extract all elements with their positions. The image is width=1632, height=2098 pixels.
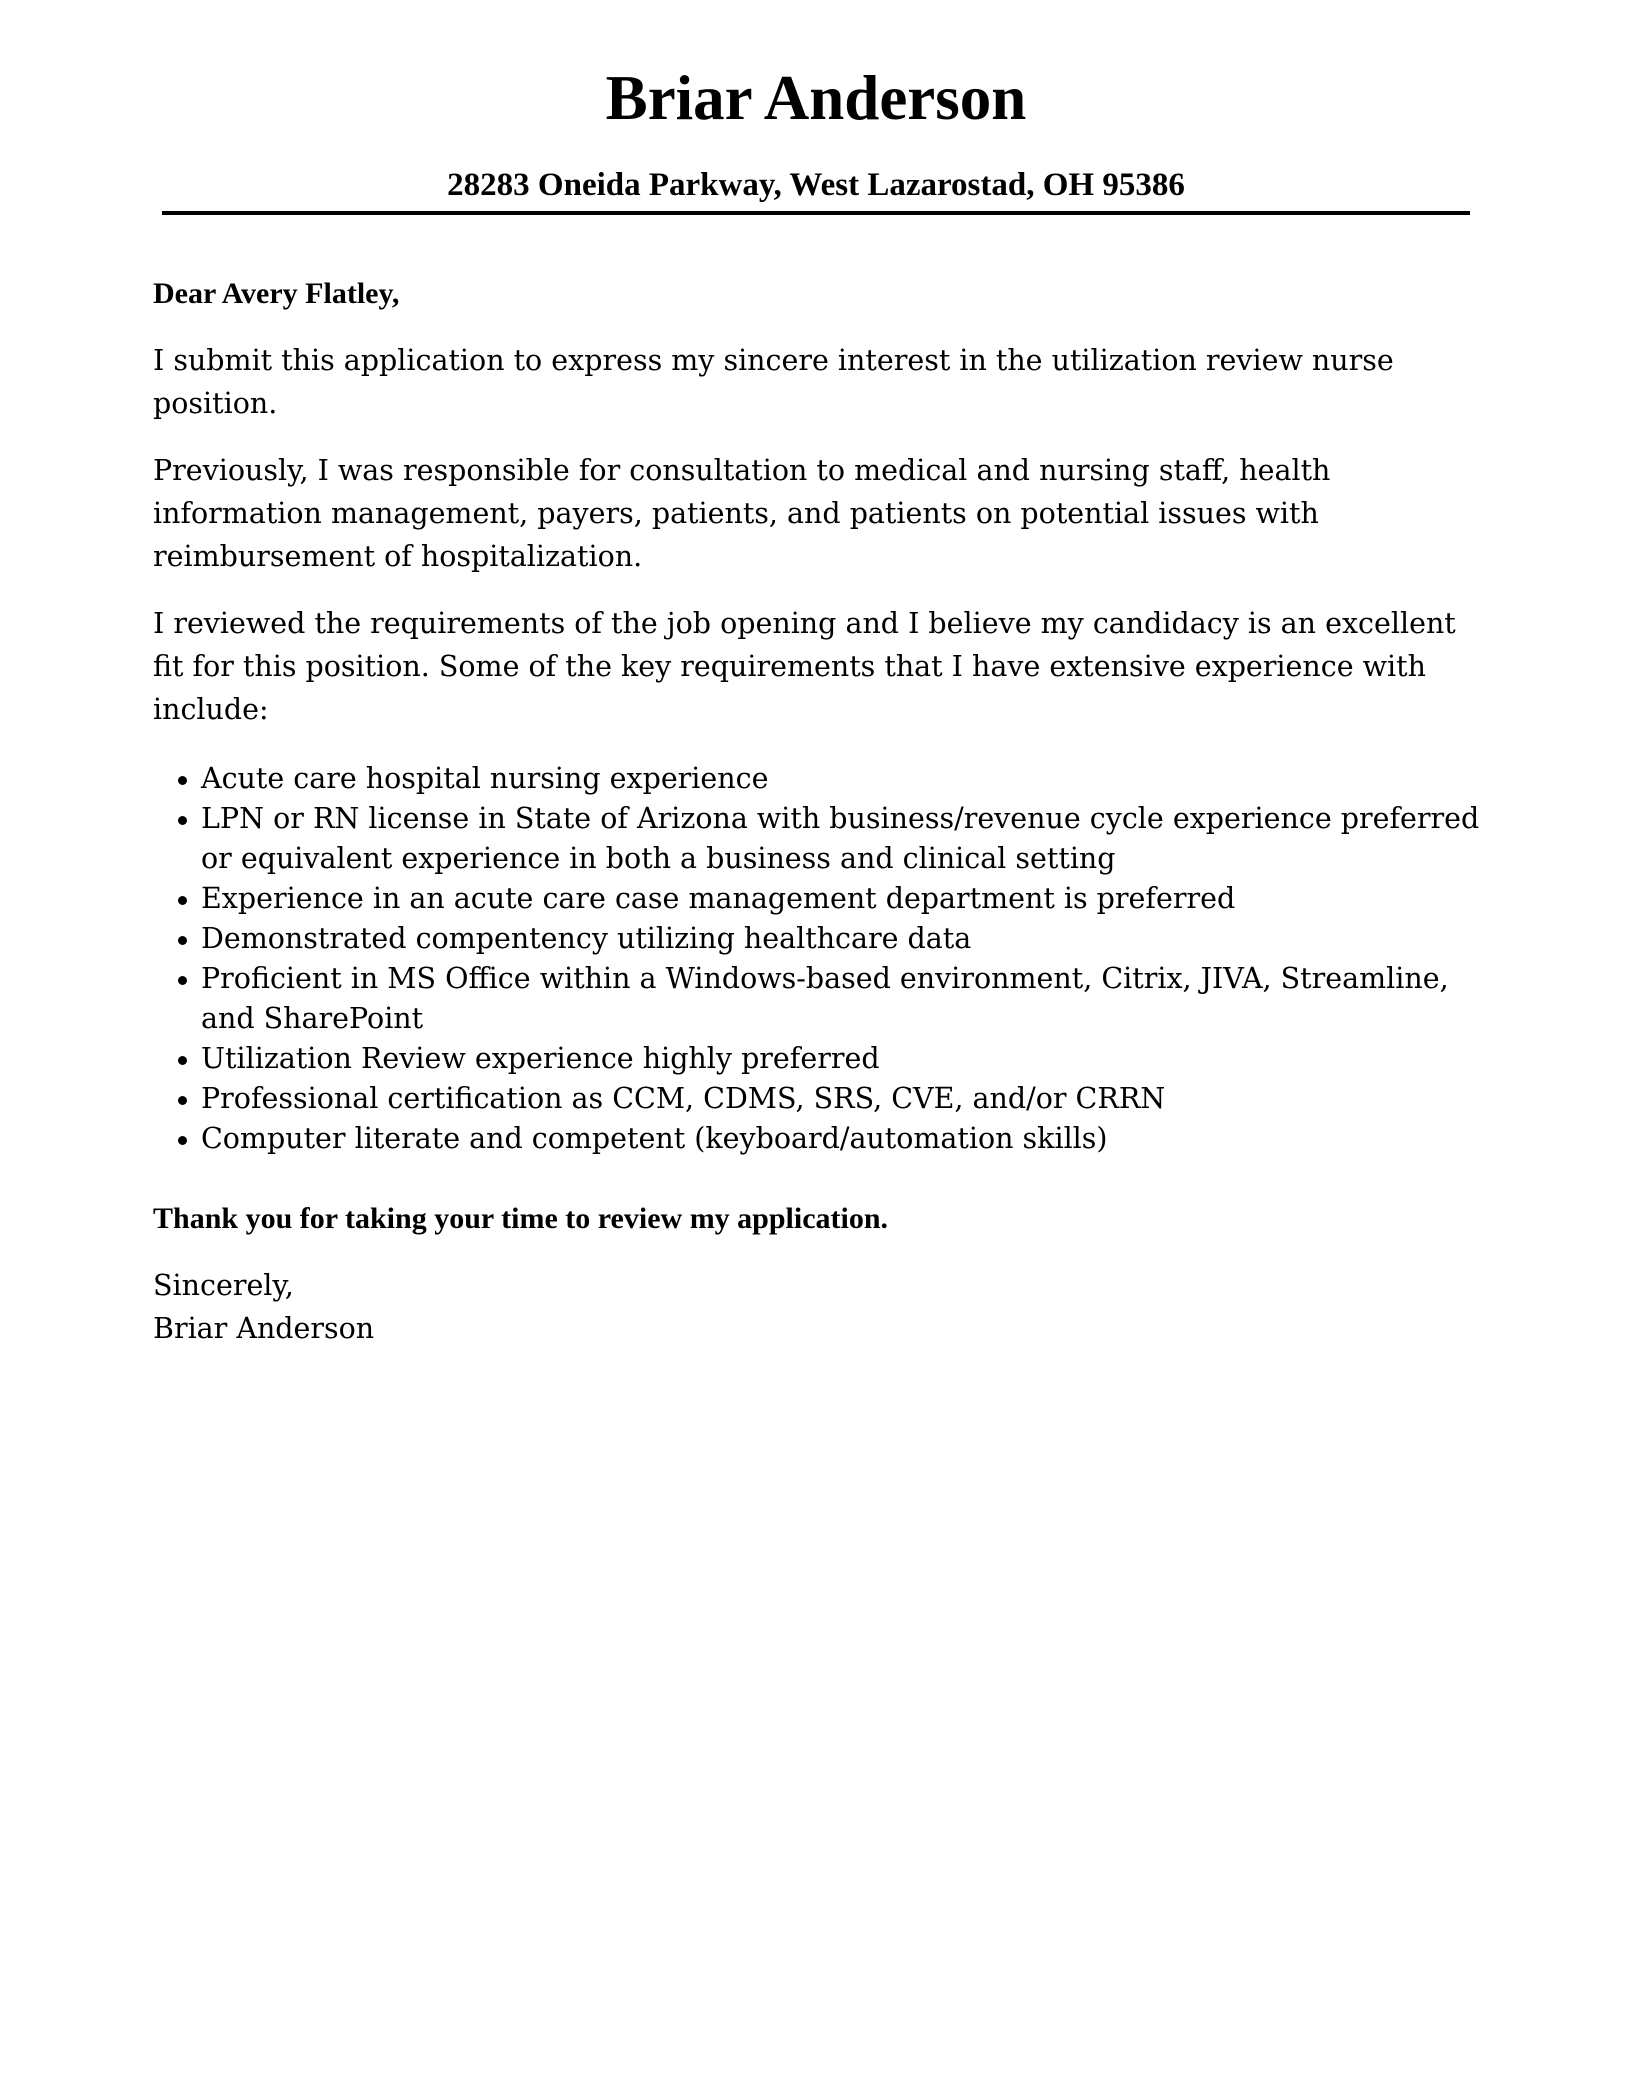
bullet-icon	[178, 1096, 187, 1105]
list-item-text: Experience in an acute care case management department is preferred	[201, 882, 1236, 915]
list-item	[153, 919, 1483, 959]
list-item-text: Professional certification as CCM, CDMS, SRS, CVE, and/or CRRN	[201, 1082, 1166, 1115]
paragraph-requirements-intro: I reviewed the requirements of the job opening and I believe my candidacy is an excellent fit for this position. Some of the key requirements that I have extensive experience with include:	[153, 607, 1456, 726]
thank-you-line: Thank you for taking your time to review my application.	[153, 1202, 889, 1235]
letter-body	[153, 272, 1483, 1350]
list-item-text: Utilization Review experience highly preferred	[201, 1042, 880, 1075]
list-item	[153, 759, 1483, 799]
signature-name: Briar Anderson	[153, 1312, 375, 1345]
list-item	[153, 959, 1483, 1039]
requirements-list	[153, 759, 1483, 1159]
list-item-text: Computer literate and competent (keyboard/automation skills)	[201, 1122, 1108, 1155]
bullet-icon	[178, 936, 187, 945]
list-item	[153, 1039, 1483, 1079]
list-item	[153, 1079, 1483, 1119]
bullet-icon	[178, 1056, 187, 1065]
greeting: Dear Avery Flatley,	[153, 277, 400, 310]
applicant-name: Briar Anderson	[605, 63, 1027, 133]
list-item-text: Acute care hospital nursing experience	[201, 762, 769, 795]
bullet-icon	[178, 1136, 187, 1145]
header-divider	[162, 211, 1470, 215]
paragraph-experience: Previously, I was responsible for consultation to medical and nursing staff, health information management, payers, patients, and patients on potential issues with reimbursement of hospitalization.	[153, 454, 1331, 573]
list-item-text: LPN or RN license in State of Arizona with business/revenue cycle experience preferred or equivalent experience in both a business and clinical setting	[201, 802, 1480, 875]
list-item	[153, 799, 1483, 879]
applicant-address: 28283 Oneida Parkway, West Lazarostad, OH 95386	[447, 167, 1185, 203]
sign-off: Sincerely,	[153, 1269, 294, 1302]
list-item-text: Demonstrated compentency utilizing healthcare data	[201, 922, 972, 955]
bullet-icon	[178, 776, 187, 785]
list-item	[153, 1119, 1483, 1159]
list-item-text: Proficient in MS Office within a Windows-based environment, Citrix, JIVA, Streamline, and SharePoint	[201, 962, 1449, 1035]
bullet-icon	[178, 816, 187, 825]
bullet-icon	[178, 896, 187, 905]
bullet-icon	[178, 976, 187, 985]
list-item	[153, 879, 1483, 919]
paragraph-intro: I submit this application to express my sincere interest in the utilization review nurse position.	[153, 344, 1394, 420]
